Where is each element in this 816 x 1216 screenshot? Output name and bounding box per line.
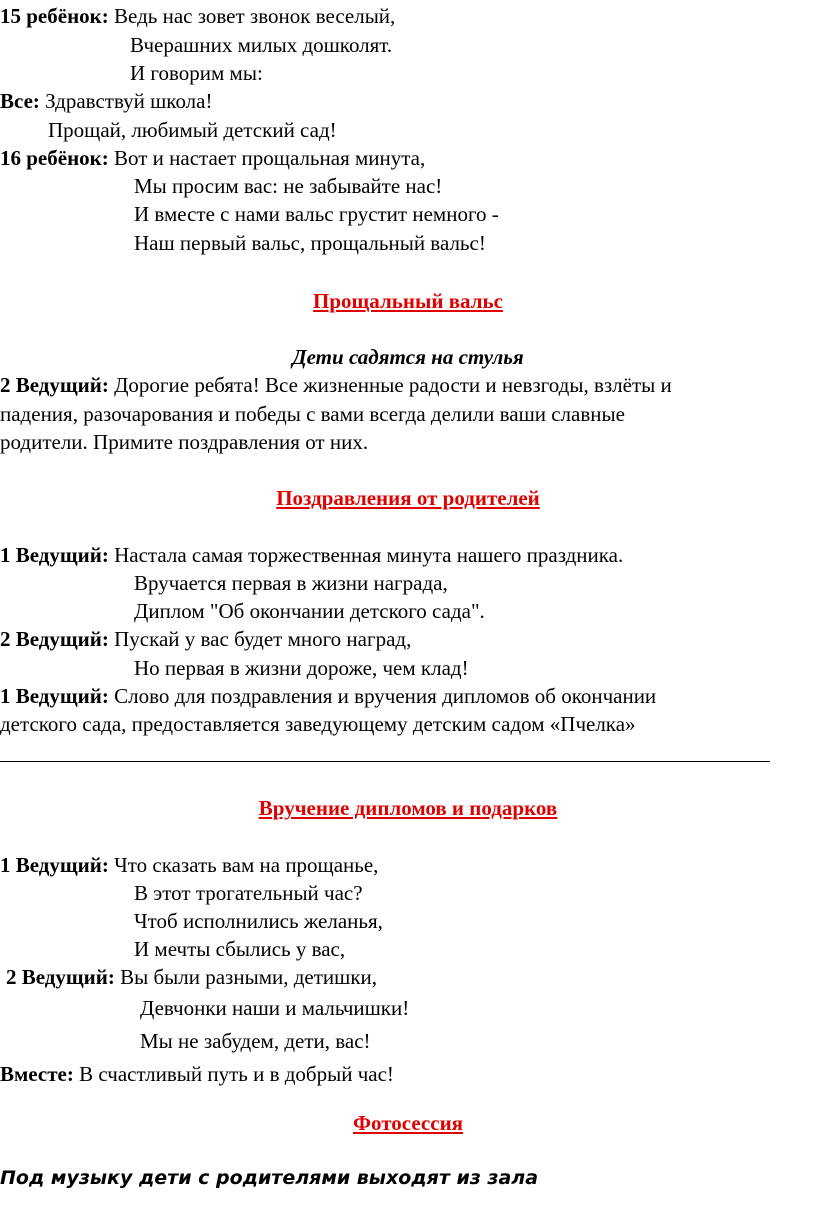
- script-line: Диплом "Об окончании детского сада".: [134, 599, 485, 623]
- script-line: Девчонки наши и мальчишки!: [140, 996, 410, 1020]
- section-heading-parents-greetings: Поздравления от родителей: [276, 486, 540, 510]
- script-line: [0, 88, 212, 115]
- script-line: Мы не забудем, дети, вас!: [140, 1029, 371, 1053]
- script-line: [0, 852, 378, 879]
- script-line: падения, разочарования и победы с вами всегда делили ваши славные: [0, 402, 625, 426]
- speaker-label: 16 ребёнок:: [0, 146, 109, 170]
- script-line: [0, 683, 656, 710]
- section-heading-diplomas-gifts: Вручение дипломов и подарков: [258, 796, 558, 820]
- line-text: В счастливый путь и в добрый час!: [73, 1062, 394, 1086]
- script-line: детского сада, предоставляется заведующему детским садом «Пчелка»: [0, 712, 636, 736]
- stage-direction: Дети садятся на стулья: [292, 345, 524, 369]
- line-text: Вы были разными, детишки,: [114, 965, 378, 989]
- script-line: Но первая в жизни дороже, чем клад!: [134, 656, 469, 680]
- script-line: Чтоб исполнились желанья,: [134, 909, 383, 933]
- line-text: Дорогие ребята! Все жизненные радости и невзгоды, взлёты и: [108, 373, 672, 397]
- line-text: Здравствуй школа!: [39, 89, 213, 113]
- line-text: Пускай у вас будет много наград,: [108, 627, 412, 651]
- speaker-label: Вместе:: [0, 1062, 74, 1086]
- speaker-label: 1 Ведущий:: [0, 684, 109, 708]
- script-line: И вместе с нами вальс грустит немного -: [134, 202, 499, 226]
- speaker-label: 1 Ведущий:: [0, 853, 109, 877]
- script-line: Вчерашних милых дошколят.: [130, 33, 393, 57]
- script-line: [0, 626, 411, 653]
- script-line: И мечты сбылись у вас,: [134, 937, 346, 961]
- speaker-label: 2 Ведущий:: [0, 373, 109, 397]
- script-line: [0, 1061, 394, 1088]
- script-line: Мы просим вас: не забывайте нас!: [134, 174, 443, 198]
- speaker-label: 15 ребёнок:: [0, 4, 109, 28]
- line-text: Слово для поздравления и вручения дипломов об окончании: [108, 684, 657, 708]
- line-text: Вот и настает прощальная минута,: [108, 146, 426, 170]
- script-line: И говорим мы:: [130, 61, 263, 85]
- horizontal-rule: [0, 761, 770, 762]
- script-line: Вручается первая в жизни награда,: [134, 571, 448, 595]
- section-heading-photo-session: Фотосессия: [352, 1111, 464, 1135]
- script-line: Наш первый вальс, прощальный вальс!: [134, 231, 486, 255]
- line-text: Ведь нас зовет звонок веселый,: [108, 4, 396, 28]
- script-line: [0, 3, 395, 30]
- script-line: [0, 145, 425, 172]
- speaker-label: 2 Ведущий:: [0, 627, 109, 651]
- script-line: родители. Примите поздравления от них.: [0, 430, 369, 454]
- script-line: Прощай, любимый детский сад!: [48, 118, 337, 142]
- line-text: Что сказать вам на прощанье,: [108, 853, 379, 877]
- stage-direction: Под музыку дети с родителями выходят из зала: [0, 1167, 539, 1189]
- speaker-label: Все:: [0, 89, 40, 113]
- script-line: [6, 964, 377, 991]
- speaker-label: 2 Ведущий:: [6, 965, 115, 989]
- script-line: [0, 372, 672, 399]
- speaker-label: 1 Ведущий:: [0, 543, 109, 567]
- section-heading-farewell-waltz: Прощальный вальс: [313, 289, 503, 313]
- script-line: [0, 542, 623, 569]
- script-line: В этот трогательный час?: [134, 881, 363, 905]
- line-text: Настала самая торжественная минута нашего праздника.: [108, 543, 624, 567]
